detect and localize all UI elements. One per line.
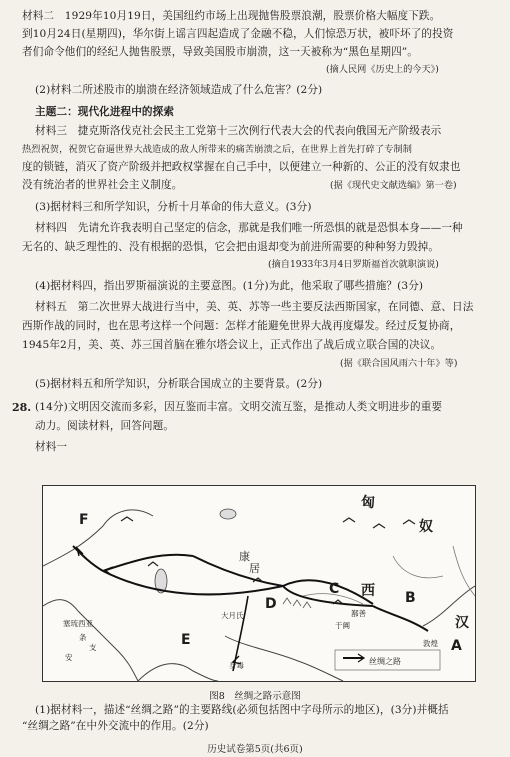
theme-2-heading: 主题二：现代化进程中的探索 [35, 106, 175, 118]
map-label-xi: 西 [361, 583, 375, 599]
material-2-line-3: 者们命令他们的经纪人抛售股票，导致美国股市崩溃，这一天被称为“黑色星期四”。 [22, 46, 419, 58]
silk-road-map-drawing [43, 486, 475, 681]
material-1-label: 材料一 [35, 441, 68, 453]
question-28-number: 28. [12, 401, 32, 414]
source-note-3: (摘自1933年3月4日罗斯福首次就职演说) [268, 259, 439, 270]
map-label-dayuezhi: 大月氏 [221, 611, 244, 620]
map-label-tiao: 条 [79, 633, 87, 642]
material-3-line-4: 没有统治者的世界社会主义制度。 [22, 179, 183, 191]
source-note-4: (据《联合国风雨六十年》等) [340, 358, 458, 369]
map-label-han: 汉 [455, 615, 469, 631]
question-2: (2)材料二所述股市的崩溃在经济领域造成了什么危害？(2分) [35, 84, 323, 96]
map-label-dunhuang: 敦煌 [423, 639, 438, 648]
question-28-intro-2: 动力。阅读材料，回答问题。 [35, 420, 175, 432]
map-label-seleucia: 塞琉西亚 [63, 619, 93, 628]
material-2-line-2: 到10月24日(星期四)，华尔街上谣言四起造成了金融不稳，人们惊恐万状，被吓坏了的投资 [22, 28, 454, 40]
map-letter-f: F [79, 512, 89, 528]
question-4: (4)据材料四，指出罗斯福演说的主要意图。(1分)为此，他采取了哪些措施？(3分) [35, 280, 424, 292]
material-3-line-1: 材料三 捷克斯洛伐克社会民主工党第十三次例行代表大会的代表向俄国无产阶级表示 [35, 125, 442, 137]
map-label-shendu: 身毒 [229, 661, 244, 670]
question-28-1-line-2: “丝绸之路”在中外交流中的作用。(2分) [22, 720, 209, 732]
map-label-xiongnu-2: 奴 [419, 519, 433, 535]
material-3-line-3: 度的锁链，消灭了资产阶级并把政权掌握在自己手中，以便建立一种新的、公正的没有奴隶也 [22, 161, 461, 173]
material-2-line-1: 材料二 1929年10月19日，美国纽约市场上出现抛售股票浪潮，股票价格大幅度下跌。 [22, 10, 441, 22]
map-legend-label: 丝绸之路 [369, 657, 401, 666]
question-3: (3)据材料三和所学知识，分析十月革命的伟大意义。(3分) [35, 201, 312, 213]
map-label-an: 安 [65, 653, 73, 662]
map-letter-a: A [451, 638, 462, 654]
source-note-2: (据《现代史文献选编》第一卷) [330, 180, 457, 191]
material-5-line-1: 材料五 第二次世界大战进行当中，美、英、苏等一些主要反法西斯国家，在同德、意、日法 [35, 301, 474, 313]
map-label-shanshan: 鄯善 [351, 609, 366, 618]
material-4-line-1: 材料四 先请允许我表明自己坚定的信念，那就是我们唯一所恐惧的就是恐惧本身——一种 [35, 222, 463, 234]
map-label-zhi: 支 [89, 643, 97, 652]
question-5: (5)据材料五和所学知识，分析联合国成立的主要背景。(2分) [35, 378, 323, 390]
map-label-yutian: 于阗 [335, 621, 350, 630]
material-3-line-2: 热烈祝贺，祝贺它奋逼世界大战造成的敌人所带来的痛苦崩溃之后，在世界上首先打碎了专制制 [22, 144, 413, 155]
map-label-ju: 居 [249, 562, 260, 575]
map-letter-b: B [405, 590, 416, 606]
page-footer: 历史试卷第5页(共6页) [207, 744, 303, 755]
map-caption: 图8 丝绸之路示意图 [209, 691, 301, 702]
map-letter-e: E [181, 632, 191, 648]
question-28-1-line-1: (1)据材料一，描述“丝绸之路”的主要路线(必须包括图中字母所示的地区)，(3分)并概括 [35, 704, 449, 716]
map-label-kang: 康 [239, 550, 250, 563]
material-4-line-2: 无名的、缺乏理性的、没有根据的恐惧，它会把由退却变为前进所需要的种种努力毁掉。 [22, 241, 440, 253]
map-label-xiongnu-1: 匈 [361, 495, 375, 511]
material-5-line-3: 1945年2月，美、英、苏三国首脑在雅尔塔会议上，正式作出了战后成立联合国的决议。 [22, 339, 442, 351]
silk-road-map [42, 485, 476, 682]
map-letter-d: D [265, 596, 277, 612]
material-5-line-2: 西斯作战的同时，也在思考这样一个问题：怎样才能避免世界大战再度爆发。经过反复协商， [22, 320, 461, 332]
map-letter-c: C [329, 581, 340, 597]
source-note-1: (摘人民网《历史上的今天》) [326, 64, 439, 75]
question-28-intro-1: (14分)文明因交流而多彩，因互鉴而丰富。文明交流互鉴，是推动人类文明进步的重要 [35, 401, 443, 413]
